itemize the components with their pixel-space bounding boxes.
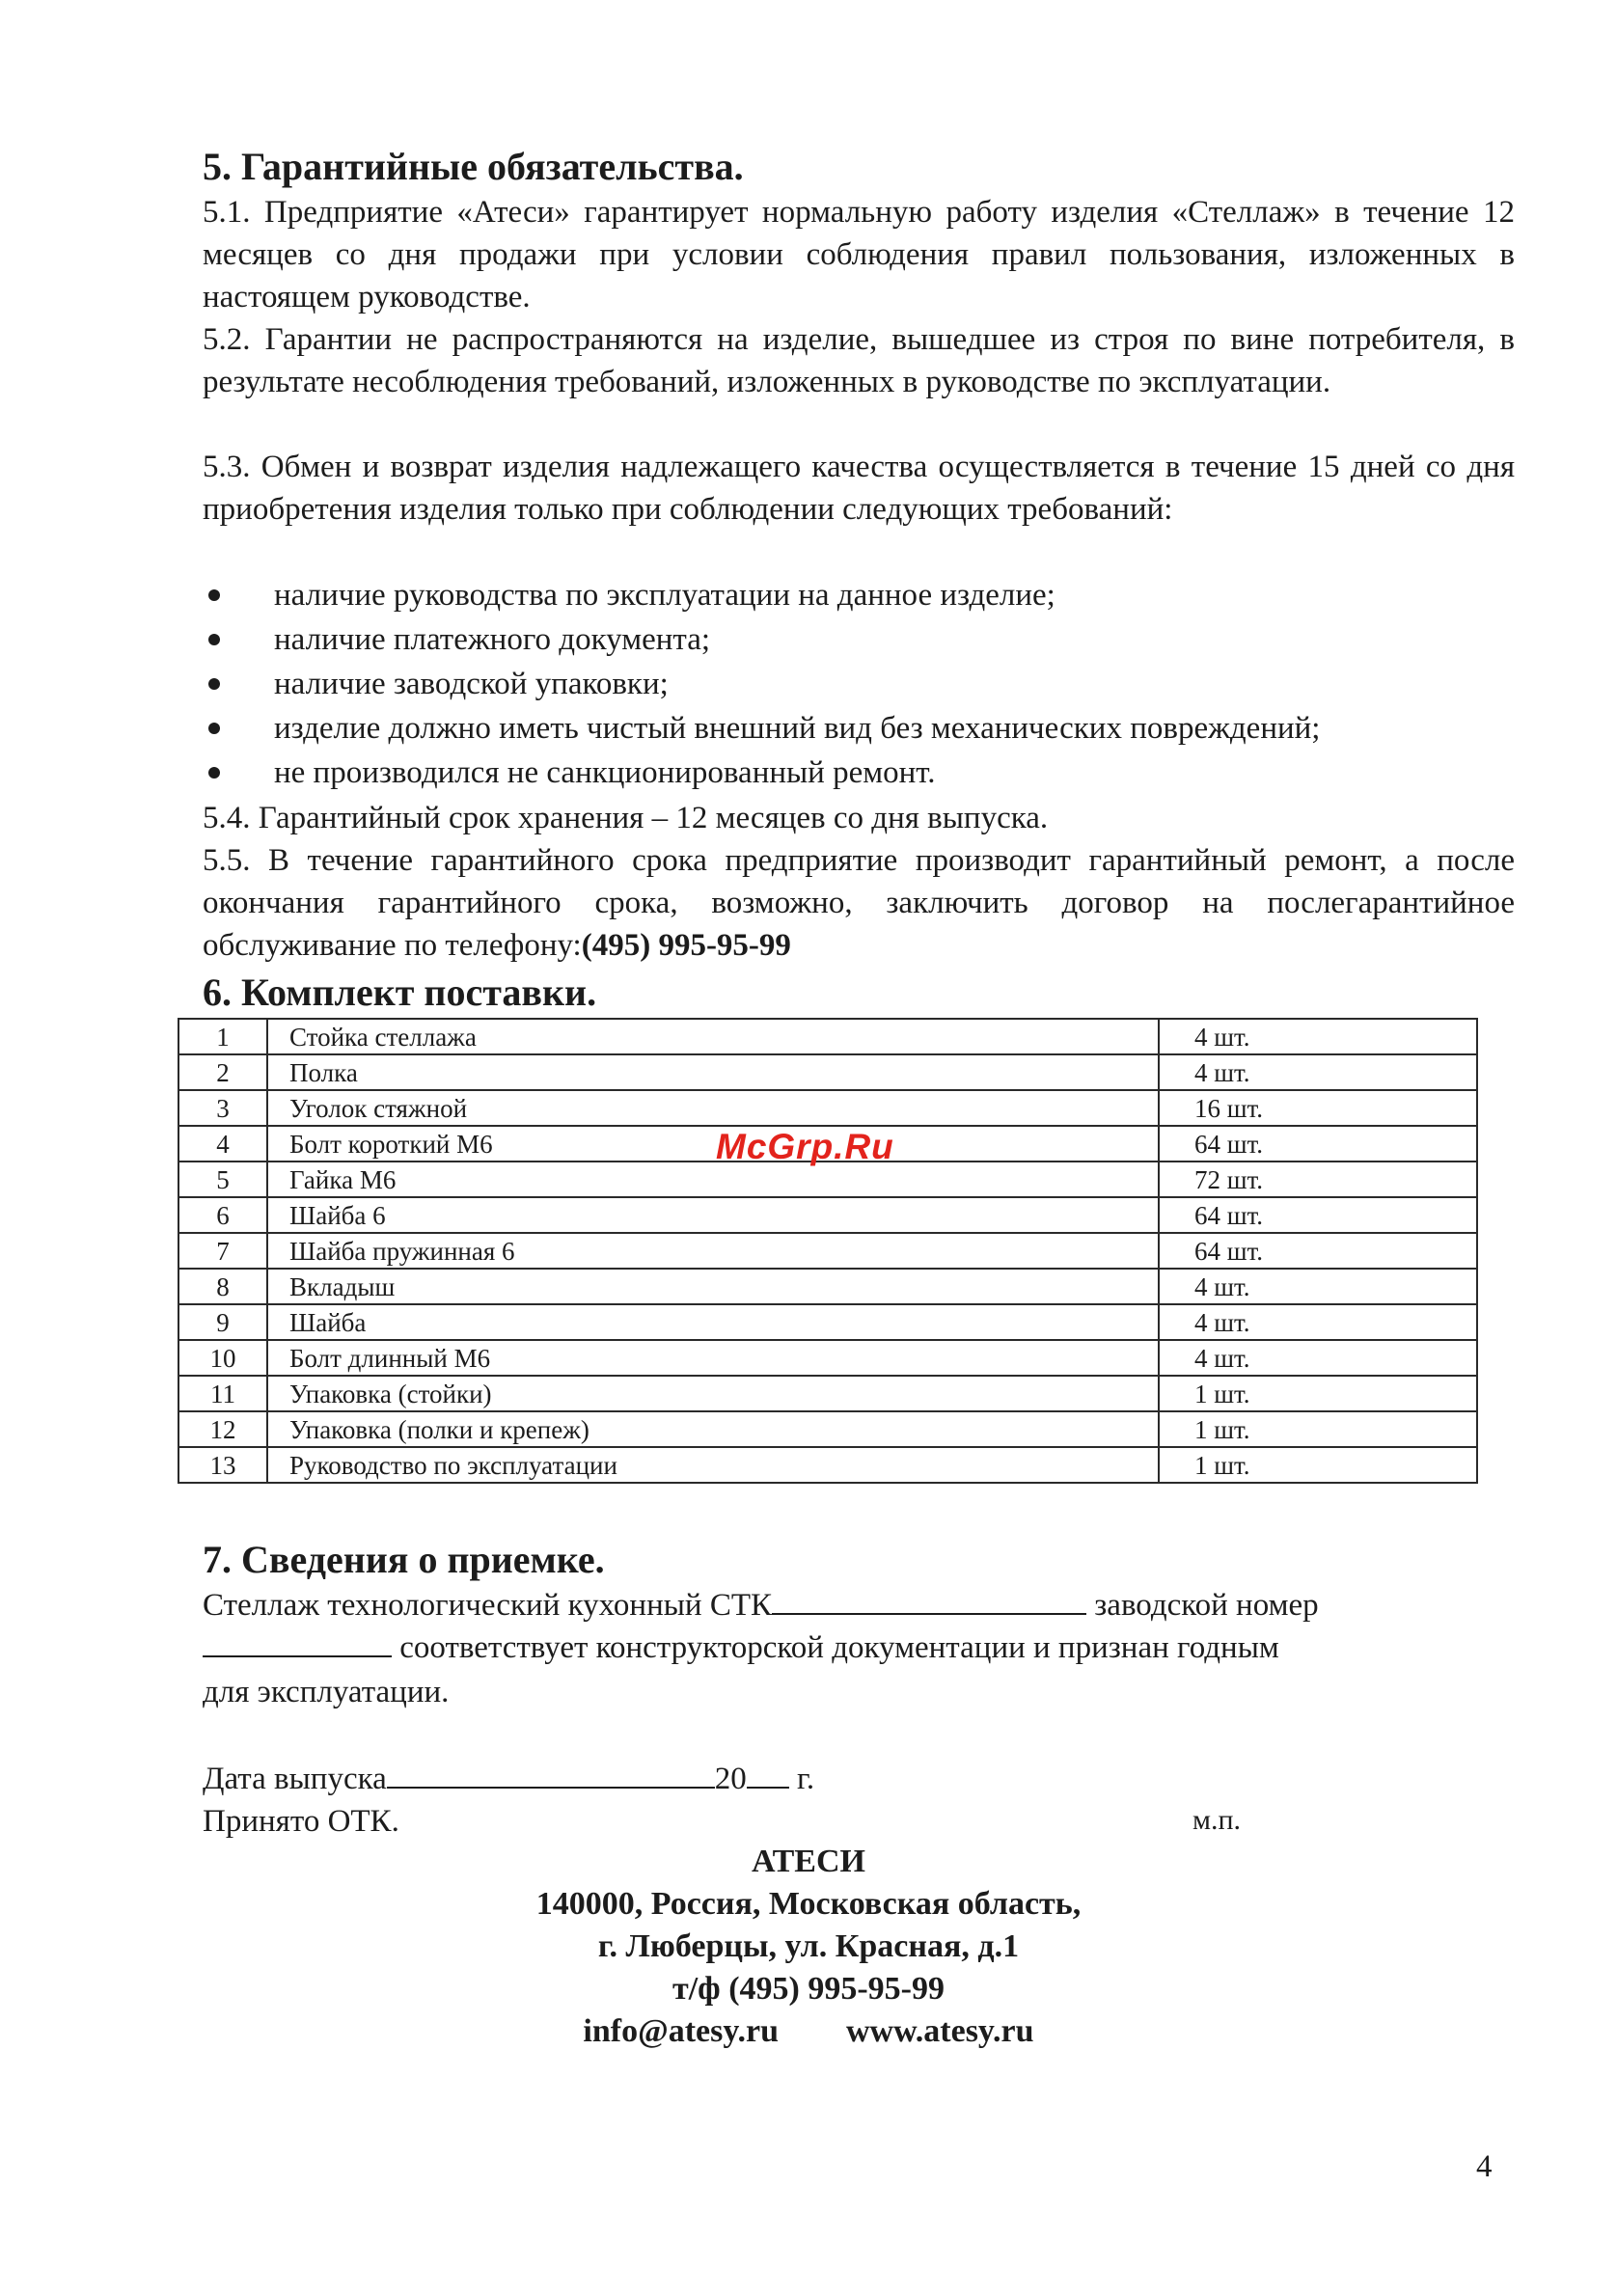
item-name: Вкладыш bbox=[267, 1269, 1159, 1304]
bullet-icon bbox=[208, 678, 220, 690]
table-row bbox=[178, 1233, 1477, 1269]
section-7-heading: 7. Сведения о приемке. bbox=[203, 1538, 605, 1581]
item-quantity: 64 шт. bbox=[1159, 1126, 1477, 1162]
item-name: Руководство по эксплуатации bbox=[267, 1447, 1159, 1483]
item-quantity: 1 шт. bbox=[1159, 1447, 1477, 1483]
paragraph-5-3: 5.3. Обмен и возврат изделия надлежащего качества осуществляется в течение 15 дней со дня приобретения изделия только при соблюдении следующих требований: bbox=[203, 450, 1515, 527]
item-quantity: 72 шт. bbox=[1159, 1162, 1477, 1197]
company-email[interactable]: info@atesy.ru bbox=[583, 2013, 779, 2049]
item-name: Стойка стеллажа bbox=[267, 1019, 1159, 1054]
item-number: 12 bbox=[178, 1411, 267, 1447]
table-row bbox=[178, 1411, 1477, 1447]
list-item: не производился не санкционированный ремонт. bbox=[203, 751, 1320, 795]
company-address-line-1: 140000, Россия, Московская область, bbox=[535, 1886, 1082, 1922]
item-number: 5 bbox=[178, 1162, 267, 1197]
company-website[interactable]: www.atesy.ru bbox=[846, 2013, 1034, 2049]
paragraph-5-5: 5.5. В течение гарантийного срока предприятие производит гарантийный ремонт, а после окончания гарантийного срока, возможно, заключить договор на послегарантийное обслуживание по телефону:(495) 995-95-99 bbox=[203, 843, 1515, 963]
paragraph-5-1: 5.1. Предприятие «Атеси» гарантирует нормальную работу изделия «Стеллаж» в течение 12 месяцев со дня продажи при условии соблюдения правил пользования, изложенных в настоящем руководстве. bbox=[203, 195, 1515, 314]
table-row bbox=[178, 1447, 1477, 1483]
list-item: наличие заводской упаковки; bbox=[203, 662, 1320, 706]
item-name: Шайба bbox=[267, 1304, 1159, 1340]
table-row bbox=[178, 1019, 1477, 1054]
item-quantity: 1 шт. bbox=[1159, 1376, 1477, 1411]
item-name: Шайба 6 bbox=[267, 1197, 1159, 1233]
item-quantity: 4 шт. bbox=[1159, 1269, 1477, 1304]
requirements-list bbox=[203, 573, 1320, 795]
item-quantity: 4 шт. bbox=[1159, 1340, 1477, 1376]
kit-table bbox=[178, 1018, 1478, 1484]
table-row bbox=[178, 1269, 1477, 1304]
list-item: наличие платежного документа; bbox=[203, 617, 1320, 662]
item-name: Болт длинный М6 bbox=[267, 1340, 1159, 1376]
item-name: Болт короткий М6 bbox=[267, 1126, 1159, 1162]
company-contacts bbox=[0, 2010, 1617, 2053]
accepted-by-qc: Принято ОТК. bbox=[203, 1804, 399, 1839]
acceptance-line-1: Стеллаж технологический кухонный СТК заводской номер bbox=[203, 1588, 1319, 1623]
watermark: McGrp.Ru bbox=[716, 1127, 894, 1166]
table-row bbox=[178, 1304, 1477, 1340]
item-name: Гайка М6 bbox=[267, 1162, 1159, 1197]
model-blank bbox=[772, 1586, 1086, 1615]
item-name: Упаковка (стойки) bbox=[267, 1376, 1159, 1411]
section-5-heading: 5. Гарантийные обязательства. bbox=[203, 145, 744, 188]
item-number: 10 bbox=[178, 1340, 267, 1376]
year-blank bbox=[747, 1760, 789, 1789]
acceptance-line-2: соответствует конструкторской документации и признан годным bbox=[203, 1626, 1515, 1669]
stamp-place: м.п. bbox=[1192, 1804, 1242, 1836]
service-phone: (495) 995-95-99 bbox=[581, 928, 791, 963]
item-name: Упаковка (полки и крепеж) bbox=[267, 1411, 1159, 1447]
release-date-line: Дата выпуска 20 г. bbox=[203, 1762, 815, 1796]
item-number: 3 bbox=[178, 1090, 267, 1126]
acceptance-line-3: для эксплуатации. bbox=[203, 1675, 450, 1709]
bullet-icon bbox=[208, 634, 220, 645]
item-name: Полка bbox=[267, 1054, 1159, 1090]
table-row bbox=[178, 1090, 1477, 1126]
item-quantity: 64 шт. bbox=[1159, 1197, 1477, 1233]
item-quantity: 4 шт. bbox=[1159, 1304, 1477, 1340]
item-number: 4 bbox=[178, 1126, 267, 1162]
item-quantity: 64 шт. bbox=[1159, 1233, 1477, 1269]
table-row bbox=[178, 1054, 1477, 1090]
item-number: 8 bbox=[178, 1269, 267, 1304]
list-item: наличие руководства по эксплуатации на данное изделие; bbox=[203, 573, 1320, 617]
paragraph-5-2: 5.2. Гарантии не распространяются на изделие, вышедшее из строя по вине потребителя, в результате несоблюдения требований, изложенных в руководстве по эксплуатации. bbox=[203, 322, 1515, 399]
bullet-icon bbox=[208, 723, 220, 734]
item-number: 7 bbox=[178, 1233, 267, 1269]
item-quantity: 4 шт. bbox=[1159, 1054, 1477, 1090]
table-row bbox=[178, 1340, 1477, 1376]
serial-number-blank bbox=[203, 1628, 392, 1657]
item-name: Уголок стяжной bbox=[267, 1090, 1159, 1126]
table-row bbox=[178, 1197, 1477, 1233]
item-quantity: 1 шт. bbox=[1159, 1411, 1477, 1447]
item-quantity: 16 шт. bbox=[1159, 1090, 1477, 1126]
section-6-heading: 6. Комплект поставки. bbox=[203, 970, 597, 1014]
paragraph-5-4: 5.4. Гарантийный срок хранения – 12 месяцев со дня выпуска. bbox=[203, 801, 1049, 835]
list-item: изделие должно иметь чистый внешний вид без механических повреждений; bbox=[203, 706, 1320, 751]
table-row bbox=[178, 1376, 1477, 1411]
item-number: 13 bbox=[178, 1447, 267, 1483]
item-number: 6 bbox=[178, 1197, 267, 1233]
bullet-icon bbox=[208, 589, 220, 601]
item-number: 2 bbox=[178, 1054, 267, 1090]
company-address-line-2: г. Люберцы, ул. Красная, д.1 bbox=[597, 1928, 1020, 1964]
item-number: 9 bbox=[178, 1304, 267, 1340]
bullet-icon bbox=[208, 767, 220, 779]
item-number: 11 bbox=[178, 1376, 267, 1411]
item-number: 1 bbox=[178, 1019, 267, 1054]
company-phone: т/ф (495) 995-95-99 bbox=[672, 1971, 945, 2007]
date-blank bbox=[387, 1760, 715, 1789]
item-name: Шайба пружинная 6 bbox=[267, 1233, 1159, 1269]
company-name: АТЕСИ bbox=[752, 1844, 865, 1879]
item-quantity: 4 шт. bbox=[1159, 1019, 1477, 1054]
page-number: 4 bbox=[1476, 2149, 1493, 2184]
